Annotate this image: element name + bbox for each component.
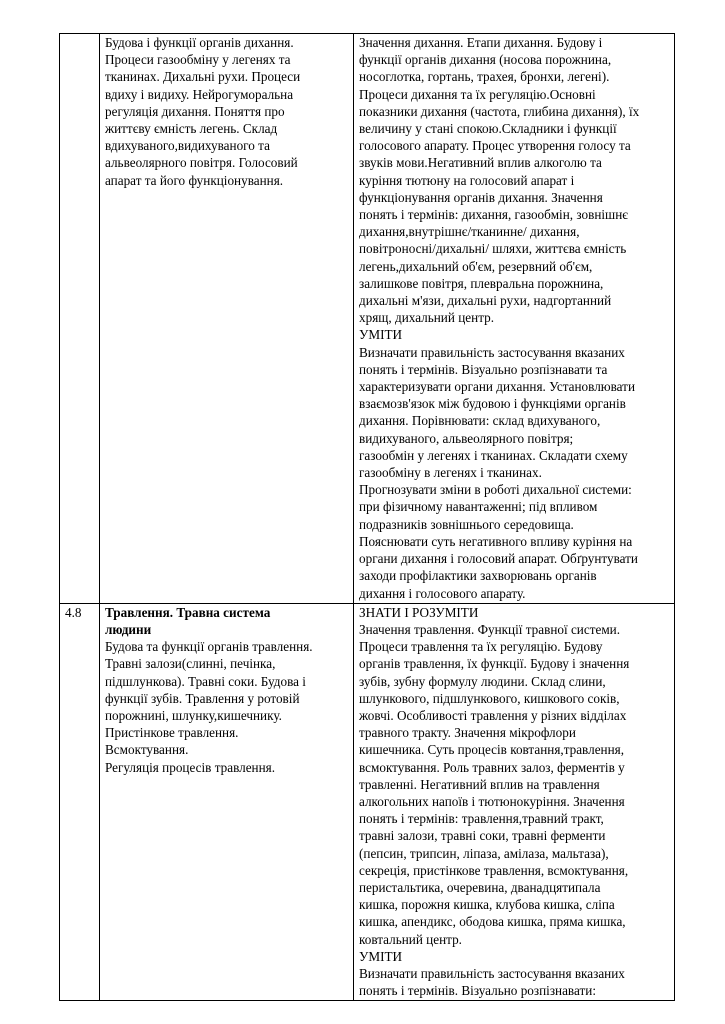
requirements-cell <box>354 603 675 1001</box>
topic-text-line: Процеси газообміну у легенях та <box>105 52 291 68</box>
topic-text-line: порожнині, шлунку,кишечнику. <box>105 707 282 723</box>
requirement-text-line: Процеси дихання та їх регуляцію.Основні <box>359 86 596 102</box>
requirement-text-line: голосового апарату. Процес утворення голосу та <box>359 138 631 154</box>
requirement-text-line: подразників зовнішнього середовища. <box>359 516 574 532</box>
requirements-cell <box>354 34 675 604</box>
requirement-text-line: Пояснювати суть негативного впливу куріння на <box>359 533 633 549</box>
requirement-text-line: газообміну в легенях і тканинах. <box>359 465 542 481</box>
section-number: 4.8 <box>65 604 82 620</box>
topic-text-line: Будова та функції органів травлення. <box>105 639 313 655</box>
topic-text-line: Пристінкове травлення. <box>105 725 239 741</box>
table-body <box>60 34 675 1001</box>
requirement-text-line: куріння тютюну на голосовий апарат і <box>359 172 575 188</box>
topic-text-line: вдихуваного,видихуваного та <box>105 138 270 154</box>
requirement-text-line: ковтальний центр. <box>359 931 462 947</box>
section-number-cell <box>60 34 100 604</box>
requirement-text-line: кишечника. Суть процесів ковтання,травлення, <box>359 742 625 758</box>
requirement-text-line: газообмін у легенях і тканинах. Складати схему <box>359 447 628 463</box>
topic-text-line: Травні залози(слинні, печінка, <box>105 656 276 672</box>
table-row <box>60 603 675 1001</box>
requirement-text-line: дихальні м'язи, дихальні рухи, надгортанний <box>359 293 612 309</box>
topic-text-line: Регуляція процесів травлення. <box>105 759 276 775</box>
requirement-text-line: Значення дихання. Етапи дихання. Будову і <box>359 35 603 50</box>
requirement-text-line: кишка, апендикс, ободова кишка, пряма кишка, <box>359 914 626 930</box>
requirement-text-line: шлункового, підшлункового, кишкового соків, <box>359 690 620 706</box>
requirement-text-line: характеризувати органи дихання. Установлювати <box>359 379 636 395</box>
requirement-text-line: органи дихання і голосовий апарат. Обґрунтувати <box>359 551 638 567</box>
topic-title-line: Травлення. Травна система <box>105 604 271 620</box>
requirement-text-line: травного тракту. Значення мікрофлори <box>359 725 576 741</box>
requirement-text-line: УМІТИ <box>359 327 403 343</box>
requirement-text-line: Визначати правильність застосування вказаних <box>359 965 625 981</box>
requirement-text-line: Визначати правильність застосування вказаних <box>359 344 625 360</box>
requirement-text-line: понять і термінів. Візуально розпізнавати та <box>359 361 608 377</box>
requirement-text-line: кишка, порожня кишка, клубова кишка, сліпа <box>359 897 615 913</box>
requirement-text-line: алкогольних напоїв і тютюнокуріння. Значення <box>359 793 625 809</box>
table-row <box>60 34 675 604</box>
requirement-text-line: заходи профілактики захворювань органів <box>359 568 597 584</box>
topic-cell <box>100 603 354 1001</box>
requirement-text-line: залишкове повітря, плевральна порожнина, <box>359 275 604 291</box>
requirement-text-line: функції органів дихання (носова порожнина, <box>359 52 612 68</box>
requirement-text-line: понять і термінів. Візуально розпізнавати: <box>359 983 596 999</box>
requirement-text-line: Прогнозувати зміни в роботі дихальної системи: <box>359 482 632 498</box>
curriculum-table <box>59 33 675 1001</box>
requirement-text-line: органів травлення, їх функції. Будову і значення <box>359 656 630 672</box>
requirement-text-line: всмоктування. Роль травних залоз, ферментів у <box>359 759 625 775</box>
requirement-text-line: величину у стані спокою.Складники і функції <box>359 121 617 137</box>
topic-text-line: Всмоктування. <box>105 742 189 758</box>
topic-text-line: життєву ємність легень. Склад <box>105 121 278 137</box>
requirement-text-line: зубів, зубну формулу людини. Склад слини, <box>359 673 606 689</box>
requirement-text-line: функціонування органів дихання. Значення <box>359 189 603 205</box>
topic-title-line: людини <box>105 621 152 637</box>
topic-text-line: вдиху і видиху. Нейрогуморальна <box>105 86 294 102</box>
requirement-text-line: носоглотка, гортань, трахея, бронхи, легені). <box>359 69 610 85</box>
topic-text-line: тканинах. Дихальні рухи. Процеси <box>105 69 301 85</box>
topic-text-line: Будова і функції органів дихання. <box>105 35 294 50</box>
requirement-text-line: легень,дихальний об'єм, резервний об'єм, <box>359 258 593 274</box>
requirement-text-line: ЗНАТИ І РОЗУМІТИ <box>359 604 479 620</box>
requirement-text-line: Процеси травлення та їх регуляцію. Будову <box>359 639 603 655</box>
requirement-text-line: перистальтика, очеревина, дванадцятипала <box>359 879 601 895</box>
requirement-text-line: УМІТИ <box>359 948 403 964</box>
requirement-text-line: показники дихання (частота, глибина дихання), їх <box>359 103 640 119</box>
requirement-text-line: жовчі. Особливості травлення у різних відділах <box>359 707 627 723</box>
requirement-text-line: Значення травлення. Функції травної системи. <box>359 621 621 637</box>
requirement-text-line: секреція, пристінкове травлення, всмоктування, <box>359 862 629 878</box>
topic-text-line: регуляція дихання. Поняття про <box>105 103 285 119</box>
requirement-text-line: дихання і голосового апарату. <box>359 585 526 601</box>
requirement-text-line: взаємозв'язок між будовою і функціями органів <box>359 396 626 412</box>
requirement-text-line: при фізичному навантаженні; під впливом <box>359 499 598 515</box>
section-number-cell <box>60 603 100 1001</box>
requirement-text-line: травні залози, травні соки, травні ферменти <box>359 828 606 844</box>
topic-text-line: функції зубів. Травлення у ротовій <box>105 690 300 706</box>
topic-text-line: підшлункова). Травні соки. Будова і <box>105 673 306 689</box>
requirement-text-line: повітроносні/дихальні/ шляхи, життєва ємність <box>359 241 627 257</box>
requirement-text-line: травленні. Негативний вплив на травлення <box>359 776 600 792</box>
requirement-text-line: звуків мови.Негативний вплив алкоголю та <box>359 155 602 171</box>
requirement-text-line: (пепсин, трипсин, ліпаза, амілаза, мальтаза), <box>359 845 609 861</box>
requirement-text-line: дихання. Порівнювати: склад вдихуваного, <box>359 413 601 429</box>
topic-text-line: альвеолярного повітря. Голосовий <box>105 155 298 171</box>
topic-text-line: апарат та його функціонування. <box>105 172 284 188</box>
requirement-text-line: дихання,внутрішнє/тканинне/ дихання, <box>359 224 580 240</box>
requirement-text-line: понять і термінів: дихання, газообмін, зовнішнє <box>359 207 628 223</box>
requirement-text-line: видихуваного, альвеолярного повітря; <box>359 430 574 446</box>
requirement-text-line: хрящ, дихальний центр. <box>359 310 495 326</box>
topic-cell <box>100 34 354 604</box>
requirement-text-line: понять і термінів: травлення,травний тракт, <box>359 811 604 827</box>
